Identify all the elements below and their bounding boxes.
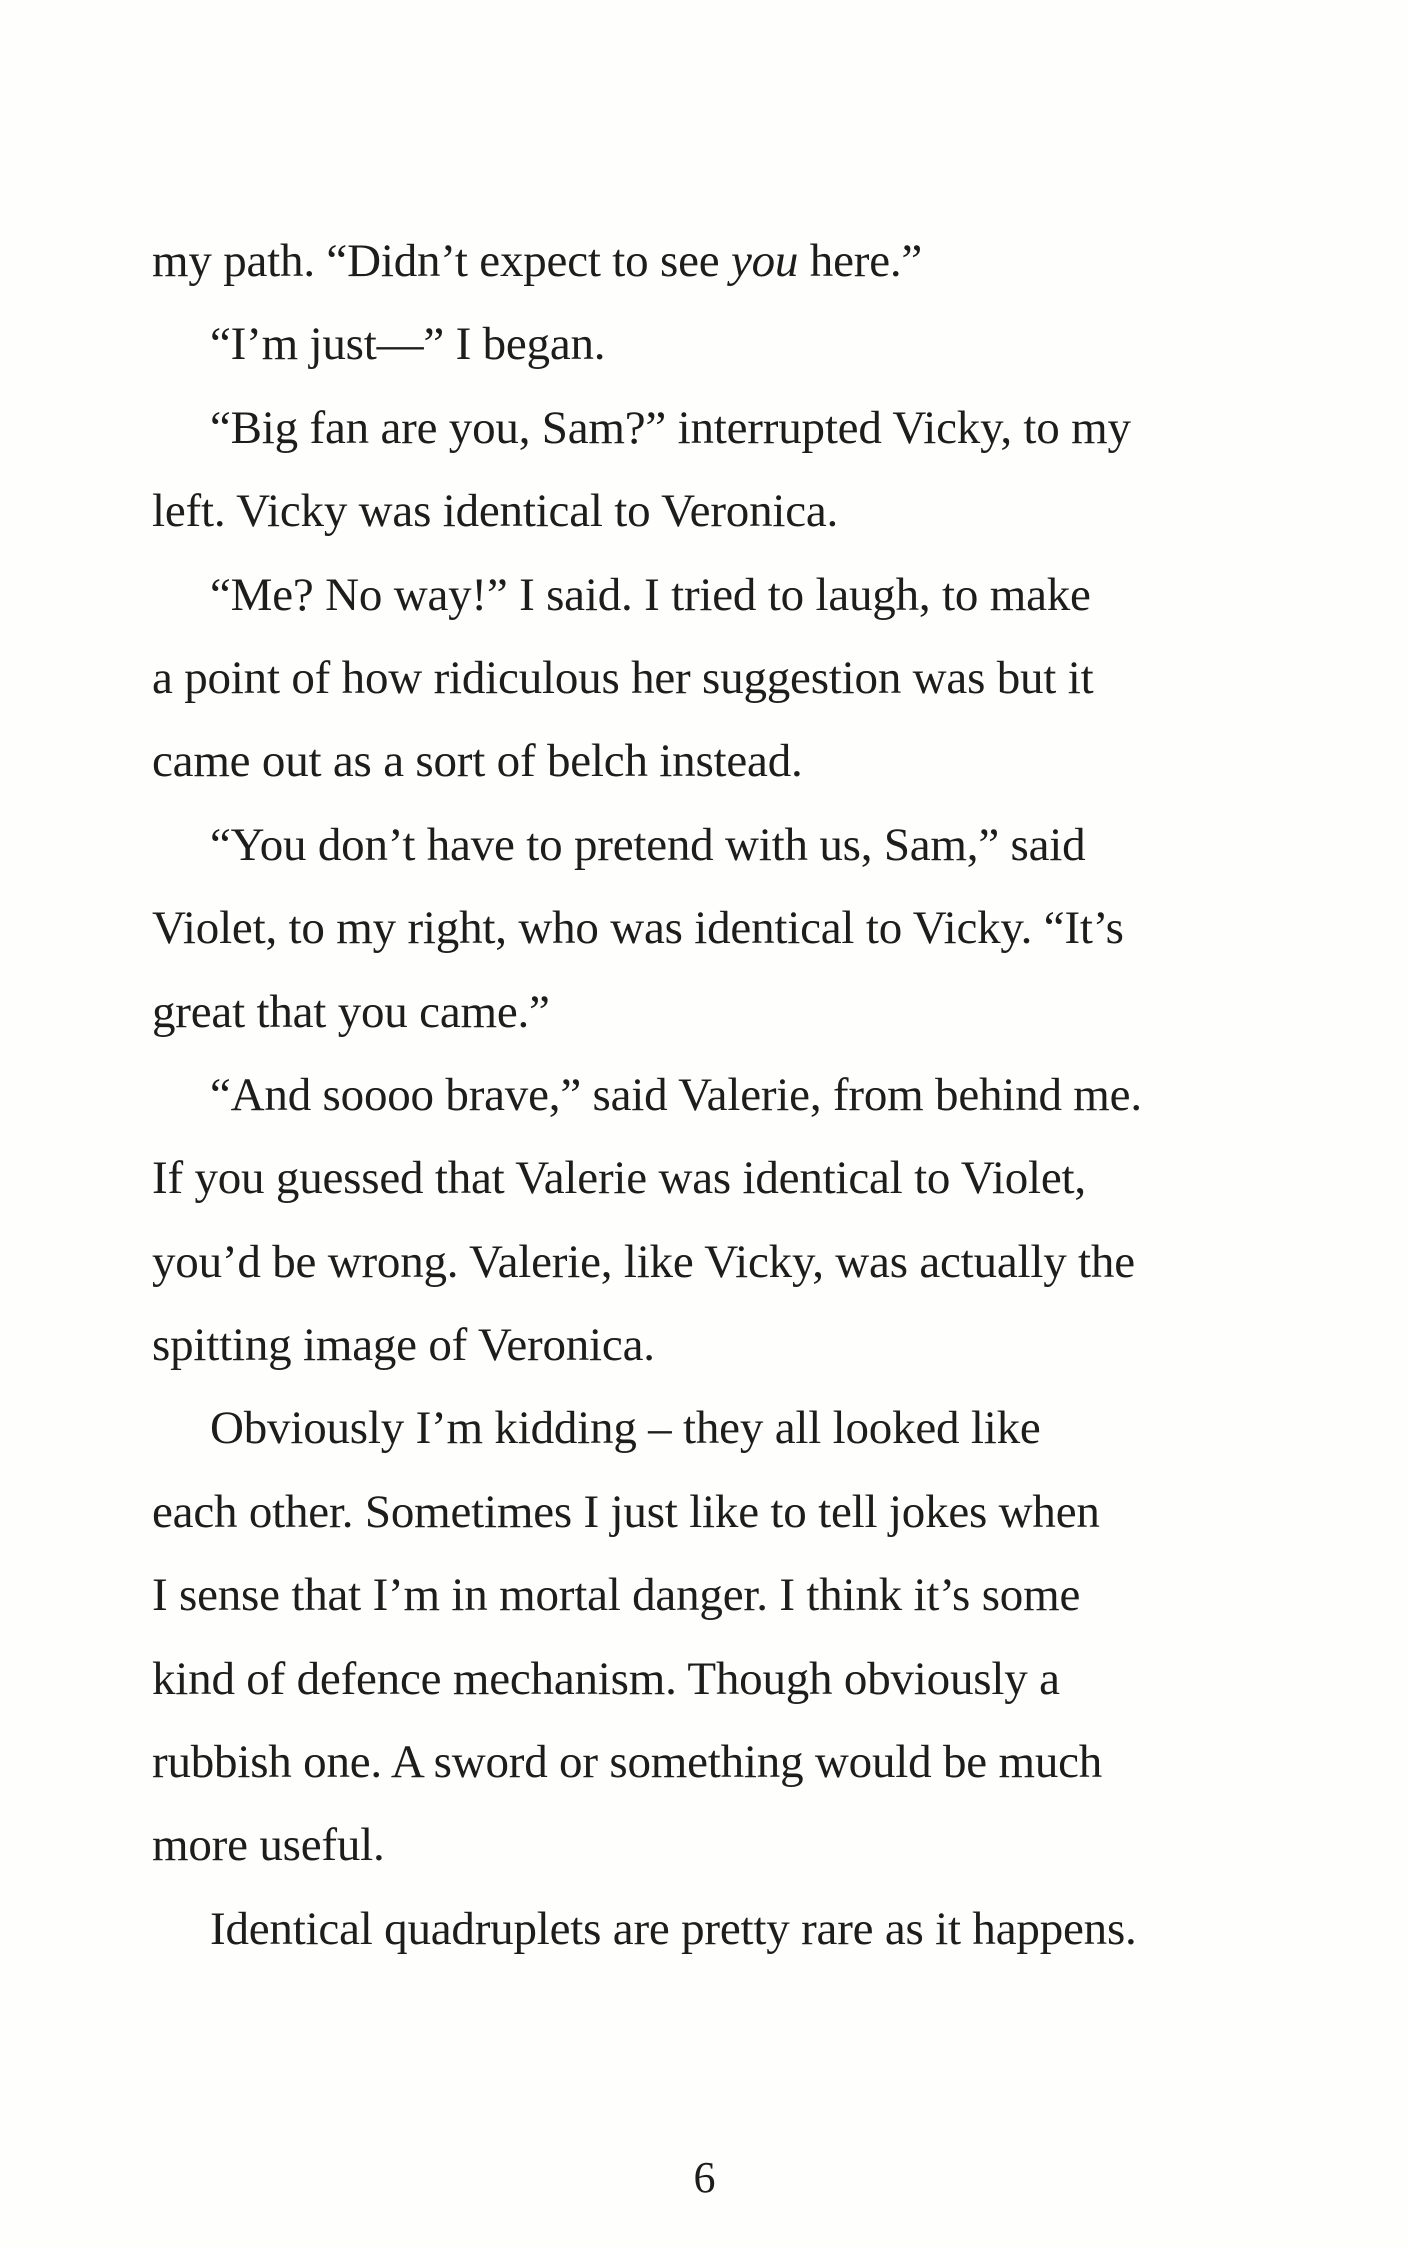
text-line: “You don’t have to pretend with us, Sam,” said <box>210 818 1086 871</box>
text-line: Obviously I’m kidding – they all looked like <box>210 1402 1041 1455</box>
text-line: If you guessed that Valerie was identical to Violet, <box>152 1152 1086 1205</box>
text-line: a point of how ridiculous her suggestion was but it <box>152 651 1094 704</box>
text-line: you’d be wrong. Valerie, like Vicky, was actually the <box>152 1235 1135 1288</box>
text-line: “I’m just—” I began. <box>210 318 606 371</box>
text-segment: here.” <box>798 235 923 287</box>
text-line: Identical quadruplets are pretty rare as it happens. <box>210 1902 1137 1955</box>
text-line: “Me? No way!” I said. I tried to laugh, to make <box>210 568 1091 621</box>
text-line: great that you came.” <box>152 985 550 1038</box>
text-line: “And soooo brave,” said Valerie, from behind me. <box>210 1068 1142 1121</box>
text-line: kind of defence mechanism. Though obviously a <box>152 1652 1060 1705</box>
text-line <box>152 220 1292 303</box>
text-segment: my path. “Didn’t expect to see <box>152 235 731 287</box>
text-line: more useful. <box>152 1819 385 1872</box>
page-number: 6 <box>693 2153 716 2202</box>
body-text <box>152 220 1292 1971</box>
text-line: “Big fan are you, Sam?” interrupted Vicky, to my <box>210 401 1131 454</box>
text-line: Violet, to my right, who was identical to Vicky. “It’s <box>152 902 1124 955</box>
text-line: I sense that I’m in mortal danger. I think it’s some <box>152 1569 1081 1622</box>
text-line: each other. Sometimes I just like to tell jokes when <box>152 1485 1100 1538</box>
text-line: rubbish one. A sword or something would be much <box>152 1736 1103 1789</box>
text-line: came out as a sort of belch instead. <box>152 735 803 788</box>
text-line: left. Vicky was identical to Veronica. <box>152 485 839 538</box>
text-line: spitting image of Veronica. <box>152 1319 655 1372</box>
emphasis-text: you <box>730 235 799 287</box>
